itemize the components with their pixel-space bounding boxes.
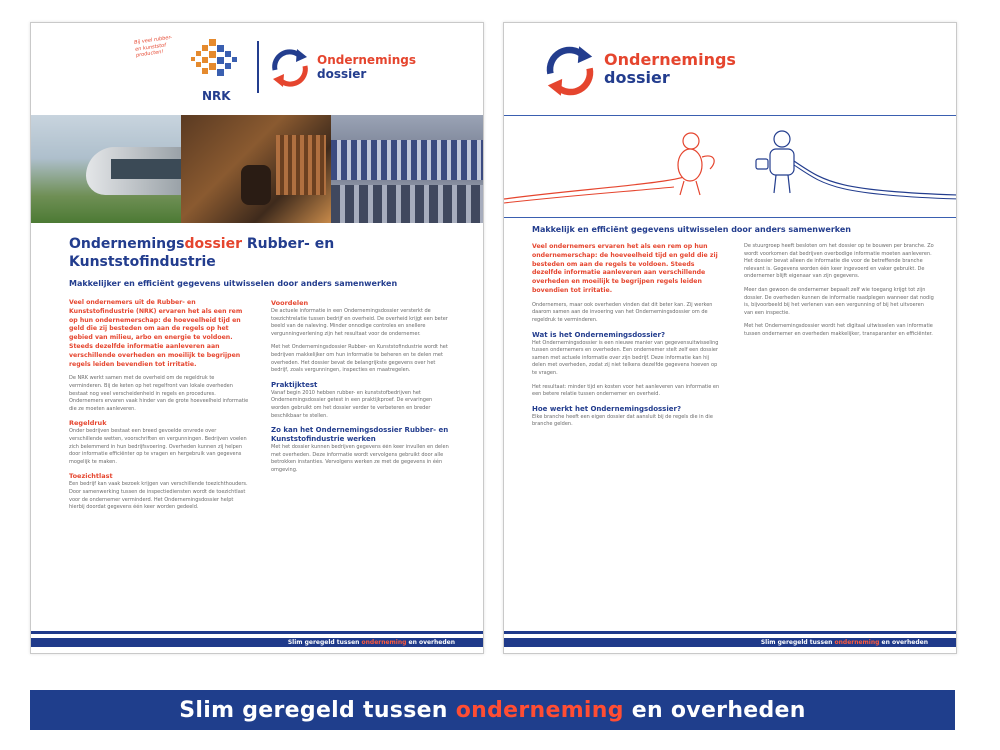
text-column-2 bbox=[744, 243, 934, 633]
page-subtitle: Makkelijk en efficiënt gegevens uitwisselen door anders samenwerken bbox=[532, 225, 851, 234]
dossier-logo-text: Ondernemings dossier bbox=[604, 50, 736, 87]
page-footer bbox=[31, 631, 483, 647]
body-paragraph: De NRK werkt samen met de overheid om de regeldruk te verminderen. Bij de keten op het regelfront van lokale overheden bestaat nog veel verscheidenheid in regels en procedures. Ondernemers ervaren vaak hinder van de grote hoeveelheid informatie die ze moeten aanleveren. bbox=[69, 375, 249, 412]
section-heading: Zo kan het Ondernemingsdossier Rubber- en Kunststofindustrie werken bbox=[271, 426, 449, 444]
dossier-cycle-icon bbox=[267, 45, 313, 91]
page-footer bbox=[504, 631, 956, 647]
factory-photo bbox=[181, 115, 331, 223]
logo-divider bbox=[257, 41, 259, 93]
body-paragraph: Ondernemers, maar ook overheden vinden dat dit beter kan. Zij werken daarom samen aan de invoering van het Ondernemingsdossier om de regeldruk te verminderen. bbox=[532, 301, 713, 323]
body-paragraph: Elke branche heeft een eigen dossier dat aansluit bij de regels die in die branche gelden. bbox=[532, 413, 713, 428]
body-paragraph: Met het Ondernemingsdossier wordt het digitaal uitwisselen van informatie tussen ondernemer en overheden makkelijker, transparanter en efficiënter. bbox=[744, 323, 933, 337]
building-photo bbox=[31, 115, 181, 223]
body-paragraph: Vanaf begin 2010 hebben rubber- en kunststofbedrijven het Ondernemingsdossier getest in een praktijkproef. De ervaringen worden gebruikt om het dossier verder te verbeteren en breder beschikbaar te stellen. bbox=[271, 389, 433, 419]
illustration-top-line bbox=[504, 115, 957, 116]
lead-paragraph: Veel ondernemers ervaren het als een rem op hun ondernemerschap: de hoeveelheid tijd en geld die zij besteden om aan de regels te voldoen. Steeds dezelfde informatie aanleveren aan verschillende overheden en moeilijk te begrijpen regels leiden bovendien tot irritatie. bbox=[532, 243, 718, 294]
body-paragraph: Met het dossier kunnen bedrijven gegevens één keer invullen en delen met overheden. Deze informatie wordt vervolgens gebruikt door alle betrokken instanties. Vervolgens werken ze met de gegevens in één omgeving. bbox=[271, 444, 449, 473]
page-subtitle: Makkelijker en efficiënt gegevens uitwisselen door anders samenwerken bbox=[69, 279, 398, 288]
header-photo-strip bbox=[31, 115, 484, 223]
illustration-bottom-line bbox=[504, 217, 957, 218]
section-heading: Wat is het Ondernemingsdossier? bbox=[532, 330, 666, 339]
slogan-banner bbox=[30, 690, 955, 730]
nrk-tagline: Bij veel rubber- en kunststof producten! bbox=[133, 34, 173, 59]
footer-slogan: Slim geregeld tussen onderneming en overheden bbox=[287, 638, 455, 646]
body-paragraph: De actuele informatie in een Ondernemingsdossier versterkt de toezichtrelatie tussen bedrijf en overheid. De overheid krijgt een beter beeld van de naleving. Minder onnodige controles en snellere vergunningverlening zijn het resultaat voor de ondernemer. bbox=[271, 308, 448, 337]
brochure-page-right bbox=[503, 22, 957, 654]
cable-figures-illustration bbox=[504, 121, 957, 213]
text-column-1 bbox=[69, 299, 249, 639]
section-heading: Voordelen bbox=[271, 299, 309, 307]
text-column-2 bbox=[271, 299, 451, 639]
body-paragraph: Het Ondernemingsdossier is een nieuwe manier van gegevensuitwisseling tussen ondernemers en overheden. Een ondernemer stelt zelf een dossier samen met actuele informatie over zijn bedrijf. Deze informatie kan hij delen met overheden, zodat zij niet telkens dezelfde gegevens hoeven op te vragen. bbox=[532, 339, 719, 376]
banner-text-highlight: onderneming bbox=[455, 697, 624, 723]
page-title: Ondernemingsdossier Rubber- en Kunststofindustrie bbox=[69, 236, 335, 270]
nrk-logo-text: NRK bbox=[202, 89, 231, 103]
section-heading: Praktijktest bbox=[271, 380, 318, 389]
nrk-logo-icon bbox=[187, 35, 245, 87]
banner-text-end: en overheden bbox=[623, 697, 806, 723]
dossier-cycle-icon bbox=[540, 41, 600, 101]
body-paragraph: Onder bedrijven bestaat een breed gevoelde onvrede over verschillende wetten, voorschriften en vergunningen. Bedrijven voelen zich belemmerd in hun bedrijfsvoering. Overheden kunnen zij helpen door informatie efficiënter op te vragen en hergebruik van gegevens mogelijk te maken. bbox=[69, 428, 247, 465]
text-column-1 bbox=[532, 243, 722, 633]
body-paragraph: Het resultaat: minder tijd en kosten voor het aanleveren van informatie en een betere relatie tussen ondernemer en overheid. bbox=[532, 383, 720, 398]
section-heading: Toezichtlast bbox=[69, 472, 113, 481]
brochure-page-left bbox=[30, 22, 484, 654]
cables-photo bbox=[331, 115, 484, 223]
section-heading: Hoe werkt het Ondernemingsdossier? bbox=[532, 404, 682, 413]
lead-paragraph: Veel ondernemers uit de Rubber- en Kunststofindustrie (NRK) ervaren het als een rem op hun ondernemerschap: de hoeveelheid tijd en geld die zij besteden om aan de regels op het gebied van milieu, arbo en energie te voldoen. Steeds dezelfde informatie aanleveren aan verschillende overheden en moeilijk te begrijpen regels leiden bevendien tot irritatie. bbox=[69, 299, 243, 368]
body-paragraph: Meer dan gewoon de ondernemer bepaalt zelf wie toegang krijgt tot zijn dossier. De overheden kunnen de informatie raadplegen wanneer dat nodig is, bijvoorbeeld bij het verlenen van een vergunning of bij het uitvoeren van een inspectie. bbox=[744, 286, 934, 316]
dossier-logo-text: Ondernemings dossier bbox=[317, 53, 416, 81]
body-paragraph: De stuurgroep heeft besloten om het dossier op te bouwen per branche. Zo wordt voorkomen dat bedrijven overbodige informatie moeten aanleveren. Het dossier bevat alleen de informatie die voor de betreffende branche relevant is. Gegevens worden één keer ingevoerd en vaker gebruikt. De ondernemer blijft eigenaar van zijn gegevens. bbox=[744, 243, 934, 280]
footer-slogan: Slim geregeld tussen onderneming en overheden bbox=[760, 638, 928, 646]
body-paragraph: Een bedrijf kan vaak bezoek krijgen van verschillende toezichthouders. Door samenwerking tussen de inspectiediensten wordt de toezichtlast voor de ondernemer verminderd. Het Ondernemingsdossier helpt hierbij doordat gegevens één keer worden gedeeld. bbox=[69, 481, 248, 511]
banner-text-start: Slim geregeld tussen bbox=[179, 697, 456, 723]
body-paragraph: Met het Ondernemingsdossier Rubber- en Kunststofindustrie wordt het bedrijven makkelijker om hun informatie te beheren en te delen met overheden. Het dossier bevat de belangrijkste gegevens over het bedrijf, zoals vergunningen, inspecties en maatregelen. bbox=[271, 344, 448, 374]
section-heading: Regeldruk bbox=[69, 419, 107, 428]
